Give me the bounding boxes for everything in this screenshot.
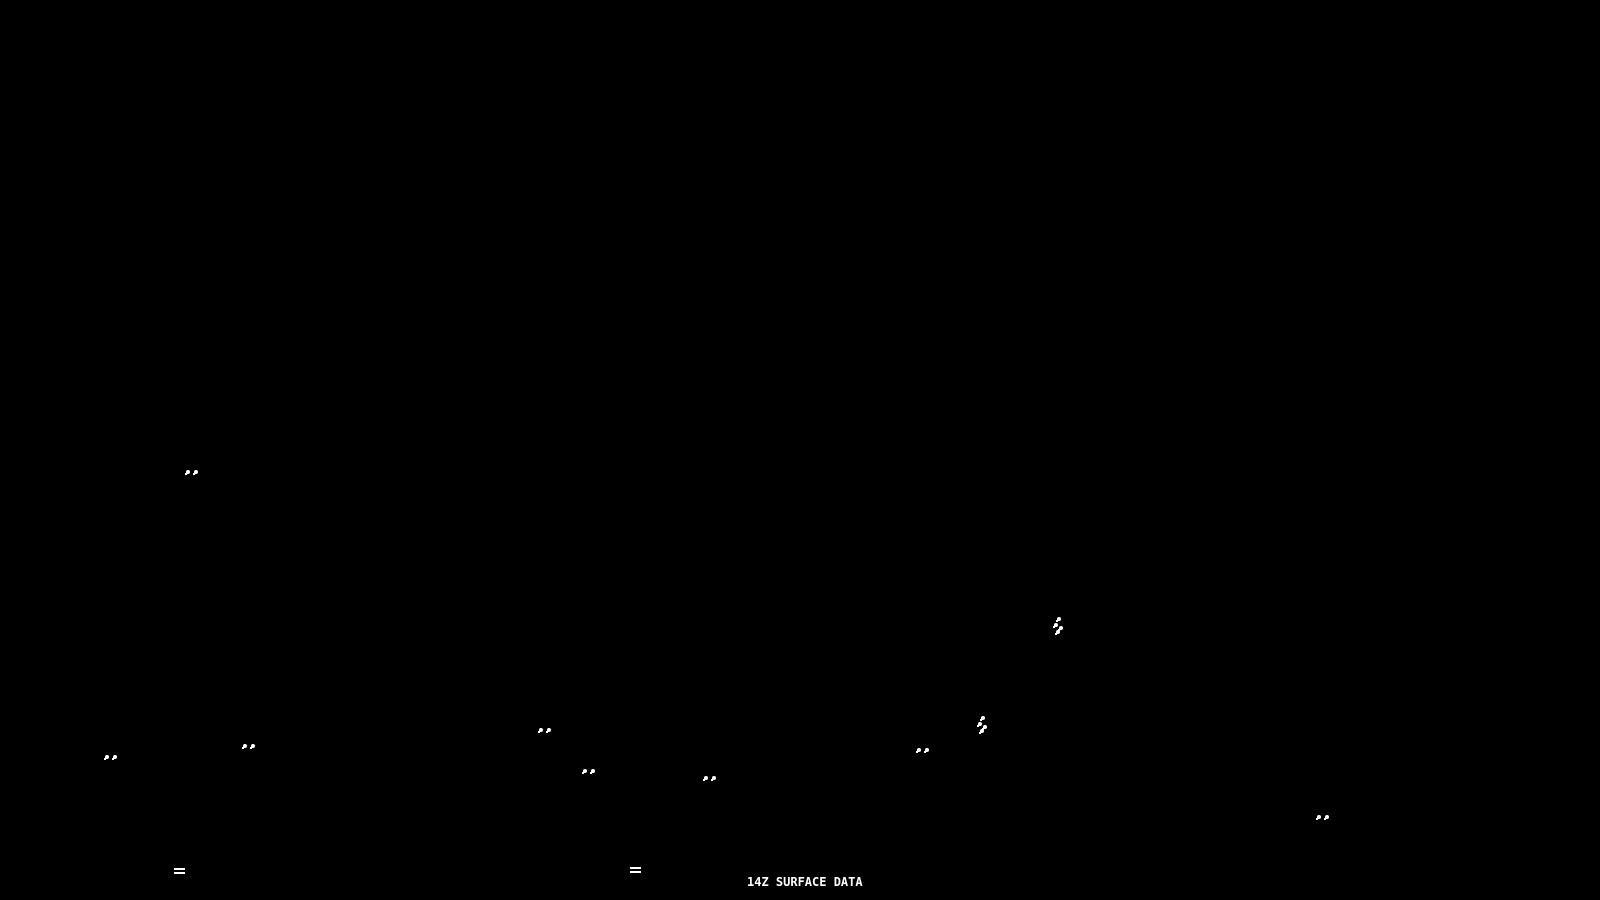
precip-dot-icon [1057, 617, 1061, 621]
precip-dot-icon [1059, 626, 1063, 630]
precip-dot-icon [105, 755, 109, 759]
precip-dot-icon [539, 728, 543, 732]
precip-dot-icon [251, 744, 255, 748]
precip-dot-icon [917, 748, 921, 752]
precip-dot-icon [113, 755, 117, 759]
mist-bar-icon [174, 872, 185, 874]
precip-dot-icon [712, 776, 716, 780]
precip-dot-icon [1056, 630, 1060, 634]
precip-dot-icon [194, 470, 198, 474]
precip-dot-icon [704, 776, 708, 780]
precip-dot-icon [186, 470, 190, 474]
precip-dot-icon [978, 722, 982, 726]
precip-dot-icon [981, 716, 985, 720]
caption-surface-data: 14Z SURFACE DATA [747, 875, 863, 889]
precip-dot-icon [591, 769, 595, 773]
precip-dot-icon [1325, 815, 1329, 819]
precip-dot-icon [980, 729, 984, 733]
precip-dot-icon [583, 769, 587, 773]
mist-bar-icon [174, 868, 185, 870]
precip-dot-icon [983, 725, 987, 729]
mist-bar-icon [630, 867, 641, 869]
precip-dot-icon [1317, 815, 1321, 819]
mist-bar-icon [630, 871, 641, 873]
precip-dot-icon [1054, 623, 1058, 627]
precip-dot-icon [925, 748, 929, 752]
precip-dot-icon [243, 744, 247, 748]
precip-dot-icon [547, 728, 551, 732]
